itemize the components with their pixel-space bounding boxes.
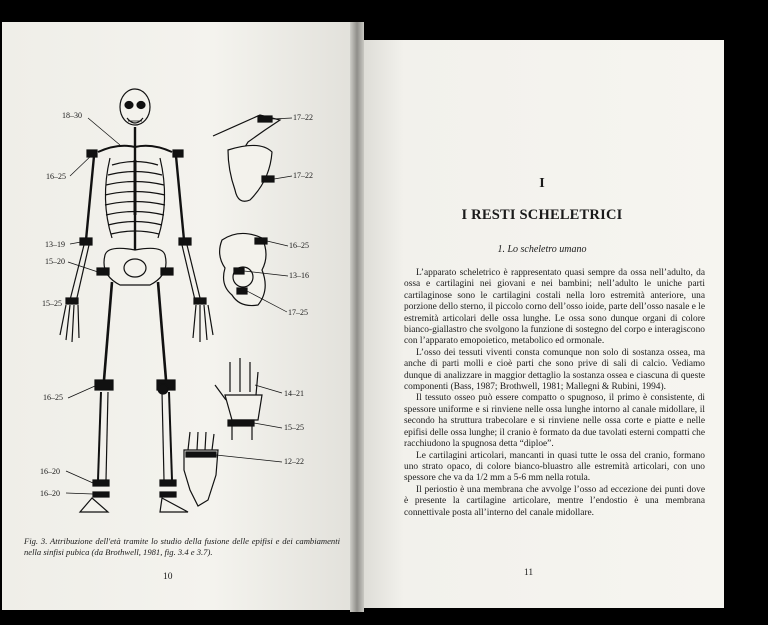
label-skull: 18–30 (62, 111, 82, 120)
paragraph: L’apparato scheletrico è rappresentato quasi sempre da ossa nell’adulto, da ossa e cartilagini nei giovani e nei bambini; nell’adulto le uniche parti cartilaginose sono le cartilagini costali nella loro estremità anteriore, una porzione dello sterno, il piccolo corno dell’osso ioide, parte dell’osso nasale e le estremità articolari delle ossa lunghe. Le ossa sono dunque organi di colore bianco-giallastro che svolgono la funzione di sostegno del corpo e interagiscono con l’apparato emopoietico, metabolico ed ormonale. (404, 268, 705, 347)
label-pelvis-mid: 13–16 (289, 271, 309, 280)
chapter-title: I RESTI SCHELETRICI (461, 207, 623, 223)
label-wrist: 15–25 (42, 299, 62, 308)
paragraph: Le cartilagini articolari, mancanti in quasi tutte le ossa del cranio, formano uno strato opaco, di colore bianco-bluastro alle estremità articolari, con uno spessore che va da 1/2 mm a 5-6 mm nella rotula. (404, 450, 705, 484)
chapter-number: I (539, 176, 545, 191)
label-ankle-upper: 16–20 (40, 467, 60, 476)
skeleton-main (60, 89, 213, 512)
label-clavicle: 16–25 (46, 172, 66, 181)
label-hand-lower: 15–25 (284, 423, 304, 432)
paragraph: L’osso dei tessuti viventi consta comunque non solo di sostanza ossea, ma anche di parti molli e cioè parti che sono prive di sali di calcio. Vediamo dunque di analizzare in maggior dettaglio la sostanza ossea e ciascuna di queste componenti (Bass, 1987; Brothwell, 1981; Mallegni & Rubini, 1994). (404, 347, 705, 393)
label-knee: 16–25 (43, 393, 63, 402)
foot-drawing (184, 432, 218, 506)
section-title: 1. Lo scheletro umano (497, 244, 587, 255)
label-scapula-bottom: 17–22 (293, 171, 313, 180)
label-pelvis-top: 16–25 (289, 241, 309, 250)
hand-drawing (215, 358, 262, 440)
label-scapula-top: 17–22 (293, 113, 313, 122)
label-pelvis-bottom: 17–25 (288, 308, 308, 317)
label-hip: 15–20 (45, 257, 65, 266)
page-number-left: 10 (163, 572, 173, 582)
scapula-drawing (213, 115, 280, 201)
paragraph: Il periostio è una membrana che avvolge l’osso ad eccezione dei punti dove è presente la cartilagine articolare, mentre l’endostio è una membrana connettivale posta all’interno del canale midollare. (404, 484, 705, 518)
page-number-right: 11 (524, 568, 534, 578)
label-foot: 12–22 (284, 457, 304, 466)
label-ankle-lower: 16–20 (40, 489, 60, 498)
label-elbow: 13–19 (45, 240, 65, 249)
figure-caption: Fig. 3. Attribuzione dell'età tramite lo studio della fusione delle epifisi e dei cambiamenti nella sinfisi pubica (da Brothwell, 1981, fig. 3.4 e 3.7). (24, 536, 340, 557)
body-text (404, 268, 705, 519)
paragraph: Il tessuto osseo può essere compatto o spugnoso, il primo è consistente, di spessore uniforme e si rinviene nelle ossa lunghe intorno al canale midollare, il secondo ha struttura trabecolare e si rinviene nelle ossa corte e piatte e nelle epifisi delle ossa lunghe; il cranio è formato da due tavolati esterni compatti che racchiudono la spugnosa detta “diploe”. (404, 393, 705, 450)
hipbone-drawing (220, 233, 267, 305)
label-hand-upper: 14–21 (284, 389, 304, 398)
